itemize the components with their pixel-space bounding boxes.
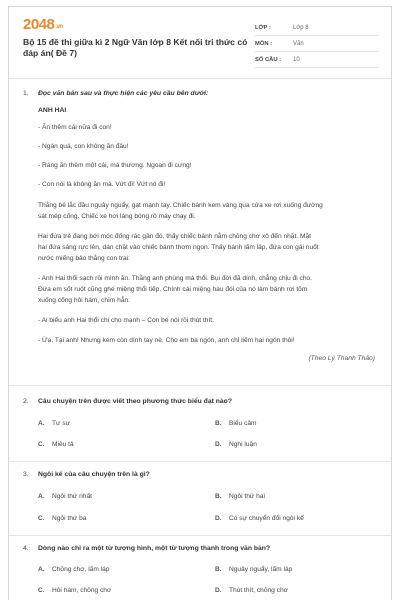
answer-option-a[interactable]: A. Ngôi thứ nhất: [38, 493, 92, 500]
answer-option-a[interactable]: A. Tự sự: [38, 420, 70, 427]
answer-option-d[interactable]: D. Có sự chuyển đổi ngôi kể: [215, 515, 304, 522]
question-2-prompt: Câu chuyện trên được viết theo phương thức biểu đạt nào?: [38, 398, 232, 405]
passage-line: - Anh Hai thổi sạch rồi mình ăn. Thằng anh phùng má thổi. Bụi đời đã dính, chẳng chịu đi cho.: [38, 275, 312, 282]
answer-option-c[interactable]: C. Miêu tả: [38, 441, 74, 448]
passage-line: Hai đứa trẻ đang bới móc đống rác gần đó, thấy chiếc bánh nằm chỏng chơ xô đến nhặt. Mặt: [38, 233, 311, 240]
passage-heading: ANH HAI: [38, 107, 67, 114]
page-header: [9, 7, 391, 71]
passage-line: Đứa em sốt ruột cũng ghé miệng thổi tiếp. Chính cái miệng hau đói của nó làm bánh rơi tõm: [38, 286, 308, 293]
answer-option-c[interactable]: C. Ngôi thứ ba: [38, 515, 87, 522]
question-4-number: 4.: [23, 545, 29, 552]
passage-line: - Con nói là không ăn mà. Vứt đi! Vứt nó đi!: [38, 181, 166, 188]
question-divider: [9, 461, 391, 462]
meta-row-question-count: SỐ CÂU : 10: [255, 52, 379, 68]
answer-option-d[interactable]: D. Thút thít, chỏng chơ: [215, 587, 288, 594]
header-divider: [9, 78, 391, 79]
answer-option-d[interactable]: D. Nghị luận: [215, 441, 257, 448]
question-2-number: 2.: [23, 398, 29, 405]
question-4-prompt: Dòng nào chỉ ra một từ tượng hình, một từ tượng thanh trong văn bản?: [38, 545, 271, 552]
answer-option-b[interactable]: B. Ngôi thứ hai: [215, 493, 265, 500]
question-1-prompt: Đọc văn bản sau và thực hiện các yêu cầu bên dưới:: [38, 90, 209, 97]
passage-line: sát mép cống. Chiếc xe hơi láng bóng rồ máy chạy đi.: [38, 213, 196, 220]
meta-row-class: LỚP : Lớp 8: [255, 20, 379, 36]
question-3-prompt: Ngôi kể của câu chuyện trên là gì?: [38, 471, 150, 478]
question-divider: [9, 535, 391, 536]
passage-line: - Ráng ăn thêm một cái, má thương. Ngoan đi cưng!: [38, 162, 192, 169]
document-title: Bộ 15 đề thi giữa kì 2 Ngữ Văn lớp 8 Kết nối tri thức có đáp án( Đề 7): [23, 37, 248, 58]
exam-meta-table: [255, 20, 379, 68]
meta-row-subject: MÔN : Văn: [255, 36, 379, 52]
passage-line: - Ăn thêm cái nữa đi con!: [38, 124, 112, 131]
question-3-number: 3.: [23, 471, 29, 478]
passage-line: xuống cống hôi hám, chìm hẳn.: [38, 297, 131, 304]
exam-page: [8, 6, 392, 600]
passage-line: - Ừa. Tại anh! Nhưng kem còn dính tay nè. Cho em ba ngón, anh chỉ liếm hai ngón thôi!: [38, 337, 295, 344]
answer-option-b[interactable]: B. Biểu cảm: [215, 420, 257, 427]
question-divider: [9, 385, 391, 386]
passage-line: nước miếng bảo thằng con trai:: [38, 255, 130, 262]
passage-line: - Ai biểu anh Hai thổi chi cho mạnh – Con bé nói rồi thút thít.: [38, 317, 214, 324]
passage-line: hai đứa sáng rực lên, dán chặt vào chiếc bánh thơm ngon. Thấy bánh lấm láp, đứa con gái nuốt: [38, 244, 319, 251]
answer-option-a[interactable]: A. Chỏng chơ, lấm láp: [38, 566, 110, 573]
question-1-number: 1.: [23, 90, 29, 97]
site-logo[interactable]: 2048.vn: [23, 16, 63, 33]
passage-line: Thằng bé lắc đầu nguây nguẩy, gạt mạnh tay. Chiếc bánh kem vàng qua cửa xe rơi xuống đường: [38, 202, 323, 209]
passage-author: (Theo Lý Thanh Thảo): [308, 355, 375, 362]
passage-line: - Ngán quá, con không ăn đâu!: [38, 143, 129, 150]
answer-option-b[interactable]: B. Nguây nguẩy, lấm láp: [215, 566, 293, 573]
answer-option-c[interactable]: C. Hôi hám, chỏng chơ: [38, 587, 112, 594]
